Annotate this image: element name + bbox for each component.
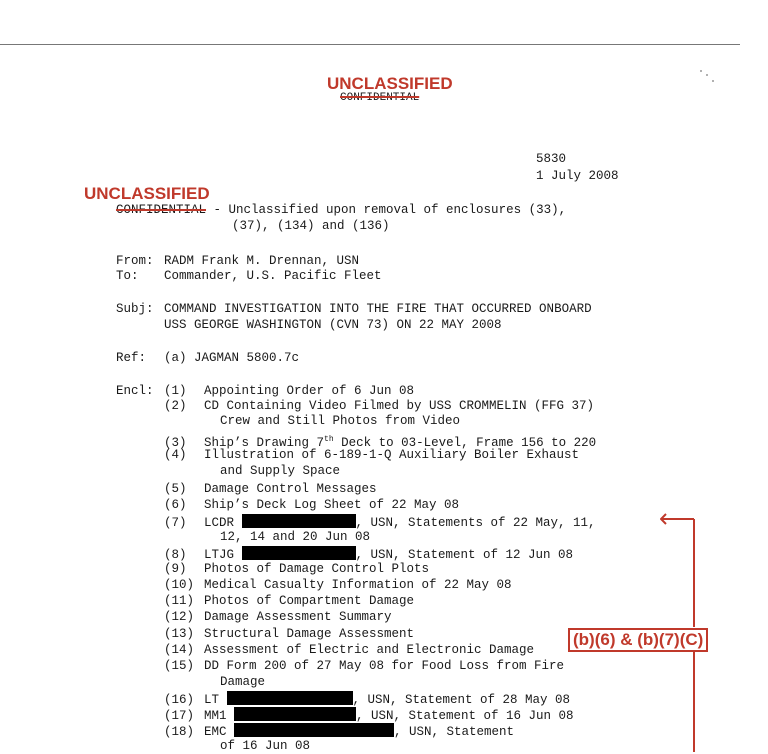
scan-speck [712,80,714,82]
header-classification: UNCLASSIFIED [327,74,453,93]
enclosure-item-cont: of 16 Jun 08 [220,739,311,753]
ref-label: Ref: [116,351,147,365]
arrow-left-icon [660,512,674,526]
redaction-block [242,514,356,528]
ref-value: (a) JAGMAN 5800.7c [164,351,300,365]
enclosure-item: (4) Illustration of 6-189-1-Q Auxiliary Boiler Exhaust [164,448,580,462]
classification-mark: UNCLASSIFIED [84,184,210,203]
scan-speck [706,74,708,76]
enclosure-item: (13) Structural Damage Assessment [164,627,415,641]
enclosure-item: (12) Damage Assessment Summary [164,610,392,624]
annotation-line [693,519,695,627]
redaction-block [242,546,356,560]
annotation-line [693,652,695,752]
from-label: From: [116,254,154,268]
classification-struck: CONFIDENTIAL [116,203,207,217]
enclosure-item: (14) Assessment of Electric and Electronic Damage [164,643,535,657]
enclosure-item-cont: Crew and Still Photos from Video [220,414,461,428]
document-date: 1 July 2008 [536,169,619,183]
encl-label: Encl: [116,384,154,398]
enclosure-item: (16) LT , USN, Statement of 28 May 08 [164,693,571,707]
enclosure-item: (9) Photos of Damage Control Plots [164,562,430,576]
subj-line2: USS GEORGE WASHINGTON (CVN 73) ON 22 MAY 2008 [164,318,502,332]
enclosure-item: (7) LCDR , USN, Statements of 22 May, 11, [164,516,596,530]
enclosure-item: (2) CD Containing Video Filmed by USS CROMMELIN (FFG 37) [164,399,595,413]
enclosure-item: (18) EMC , USN, Statement [164,725,515,739]
enclosure-item: (8) LTJG , USN, Statement of 12 Jun 08 [164,548,574,562]
enclosure-item: (15) DD Form 200 of 27 May 08 for Food Loss from Fire [164,659,565,673]
ssic: 5830 [536,152,567,166]
enclosure-item: (5) Damage Control Messages [164,482,377,496]
redaction-block [234,723,394,737]
top-rule [0,44,740,45]
redaction-block [227,691,353,705]
enclosure-item: (1) Appointing Order of 6 Jun 08 [164,384,415,398]
classification-note-line2: (37), (134) and (136) [232,219,390,233]
redaction-exemption-label: (b)(6) & (b)(7)(C) [568,628,708,652]
enclosure-item: (11) Photos of Compartment Damage [164,594,415,608]
enclosure-item: (17) MM1 , USN, Statement of 16 Jun 08 [164,709,574,723]
to-label: To: [116,269,139,283]
from-value: RADM Frank M. Drennan, USN [164,254,360,268]
header-classification-struck: CONFIDENTIAL [340,92,420,104]
enclosure-item-cont: and Supply Space [220,464,341,478]
subj-line1: COMMAND INVESTIGATION INTO THE FIRE THAT OCCURRED ONBOARD [164,302,592,316]
enclosure-item-cont: Damage [220,675,266,689]
to-value: Commander, U.S. Pacific Fleet [164,269,382,283]
enclosure-item: (6) Ship’s Deck Log Sheet of 22 May 08 [164,498,460,512]
subj-label: Subj: [116,302,154,316]
enclosure-item: (10) Medical Casualty Information of 22 May 08 [164,578,512,592]
enclosure-item-cont: 12, 14 and 20 Jun 08 [220,530,371,544]
redaction-block [234,707,356,721]
classification-note-line1: CONFIDENTIAL - Unclassified upon removal of enclosures (33), [116,203,567,217]
enclosure-item: (3) Ship’s Drawing 7th Deck to 03-Level, Frame 156 to 220 [164,435,597,451]
scan-speck [700,70,702,72]
